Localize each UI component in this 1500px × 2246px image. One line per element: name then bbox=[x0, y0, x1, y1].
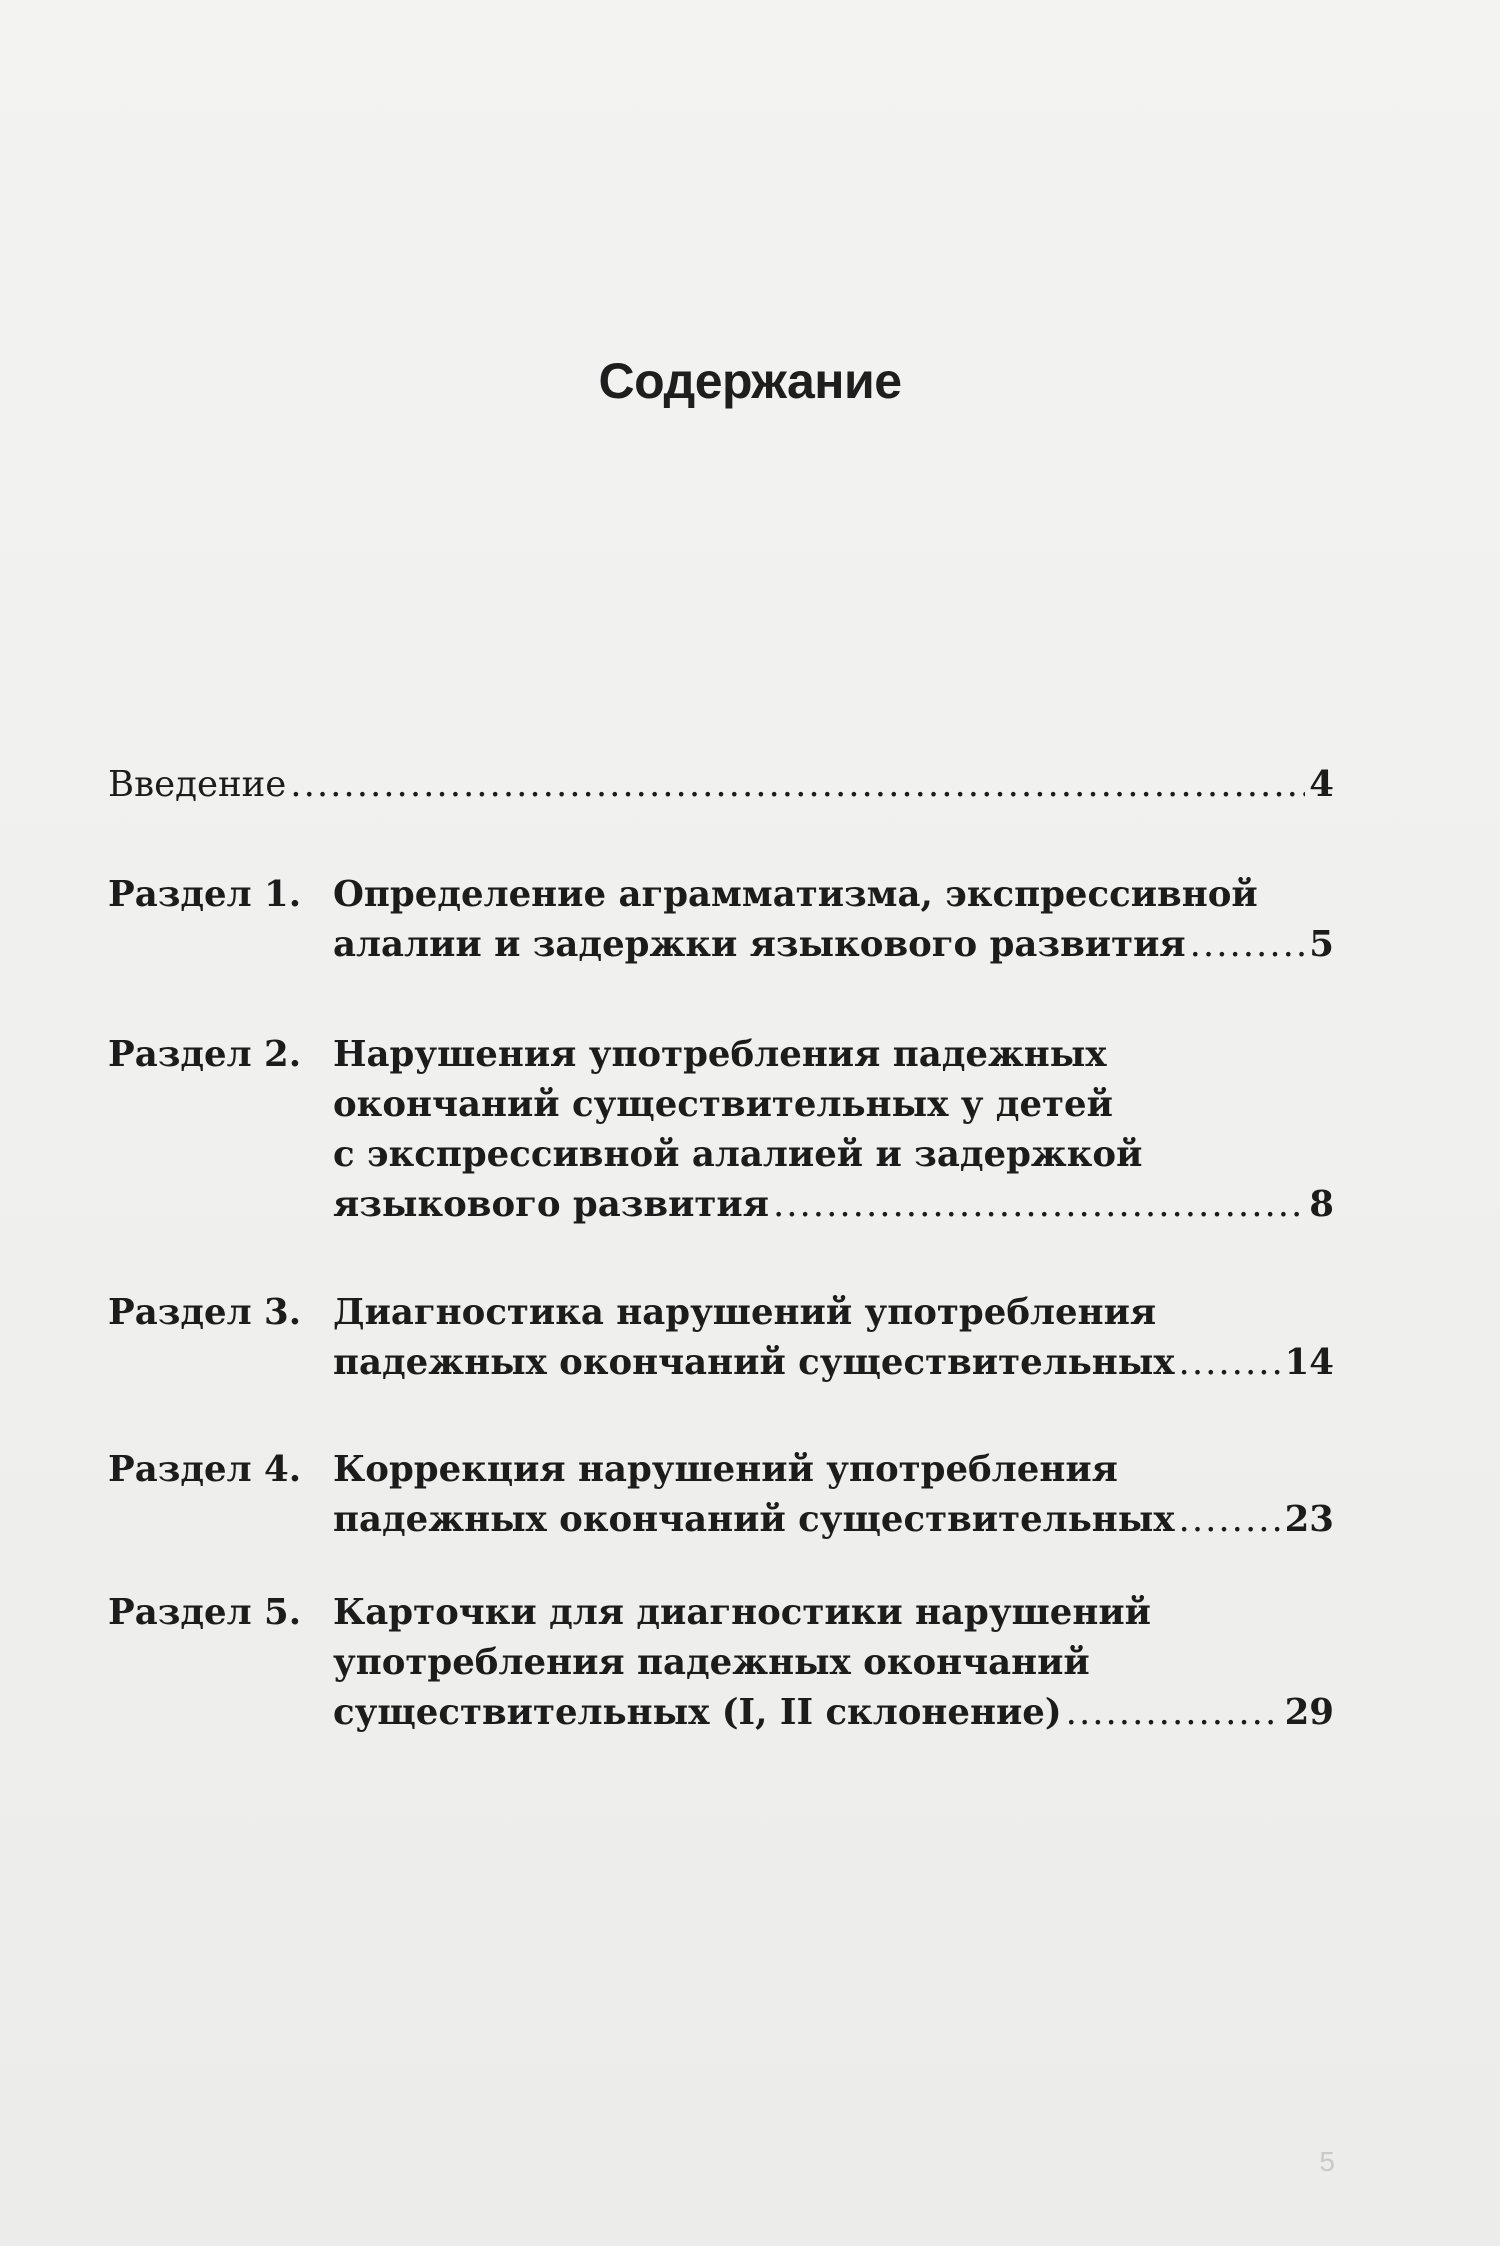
toc-entry-section-1[interactable] bbox=[108, 870, 1334, 970]
toc-section-label: Раздел 5. bbox=[108, 1592, 302, 1633]
toc-entry-title-line: падежных окончаний существительных bbox=[333, 1499, 1175, 1540]
toc-entry-title-line: языкового развития bbox=[333, 1184, 769, 1225]
toc-entry-title-line: употребления падежных окончаний bbox=[333, 1642, 1090, 1683]
toc-section-label: Раздел 4. bbox=[108, 1449, 302, 1490]
toc-entry-section-5[interactable] bbox=[108, 1588, 1334, 1738]
toc-entry-title-line: алалии и задержки языкового развития bbox=[333, 924, 1186, 965]
toc-entry-section-2[interactable] bbox=[108, 1030, 1334, 1230]
toc-entry-title-line: Определение аграмматизма, экспрессивной bbox=[333, 874, 1258, 915]
leader-dots bbox=[1190, 920, 1306, 970]
toc-page-number: 23 bbox=[1284, 1499, 1334, 1540]
toc-entry-title-line: падежных окончаний существительных bbox=[333, 1342, 1175, 1383]
toc-entry-title-line: Нарушения употребления падежных bbox=[333, 1034, 1107, 1075]
leader-dots bbox=[1066, 1688, 1281, 1738]
page-folio: 5 bbox=[1319, 2146, 1335, 2177]
toc-section-label: Раздел 2. bbox=[108, 1034, 302, 1075]
toc-page-number: 29 bbox=[1284, 1692, 1334, 1733]
leader-dots bbox=[1179, 1338, 1281, 1388]
toc-page-number: 14 bbox=[1284, 1342, 1334, 1383]
toc-entry-title-line: существительных (I, II склонение) bbox=[333, 1692, 1062, 1733]
toc-page-number: 5 bbox=[1309, 924, 1334, 965]
leader-dots bbox=[290, 760, 1305, 810]
toc-page-number: 8 bbox=[1309, 1184, 1334, 1225]
toc-section-label: Раздел 3. bbox=[108, 1292, 302, 1333]
toc-entry-introduction[interactable] bbox=[108, 760, 1334, 810]
leader-dots bbox=[773, 1180, 1305, 1230]
toc-entry-title-line: Диагностика нарушений употребления bbox=[333, 1292, 1157, 1333]
toc-entry-title-line: окончаний существительных у детей bbox=[333, 1084, 1113, 1125]
toc-entry-title-line: с экспрессивной алалией и задержкой bbox=[333, 1134, 1143, 1175]
toc-entry-title-line: Коррекция нарушений употребления bbox=[333, 1449, 1118, 1490]
toc-entry-title: Введение bbox=[108, 764, 287, 805]
toc-entry-title-line: Карточки для диагностики нарушений bbox=[333, 1592, 1151, 1633]
toc-entry-section-4[interactable] bbox=[108, 1445, 1334, 1545]
contents-heading: Содержание bbox=[598, 353, 902, 409]
toc-entry-section-3[interactable] bbox=[108, 1288, 1334, 1388]
toc-section-label: Раздел 1. bbox=[108, 874, 302, 915]
leader-dots bbox=[1179, 1495, 1281, 1545]
toc-page-number: 4 bbox=[1309, 764, 1334, 805]
